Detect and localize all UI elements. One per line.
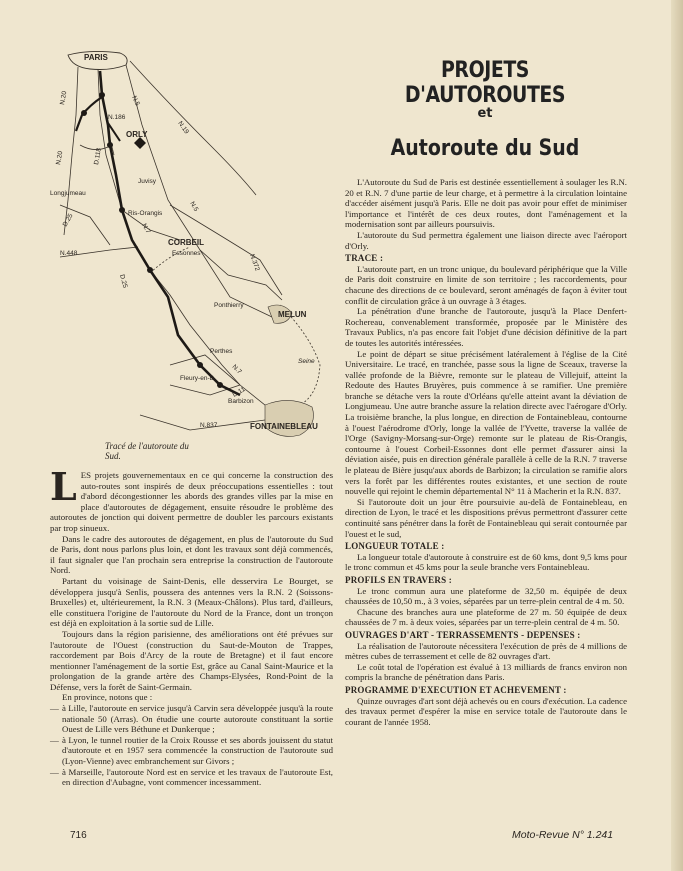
intro-text: ES projets gouvernementaux en ce qui concerne la construction des auto-routes sont inspirés de deux préoccupations essentielles : tout d'abord décongestionner les abords des grandes villes par la mise en place d'autoroutes de dégagement, ensuite résoudre le problème des autoroutes de jonction qui doivent permettre de doubler les parcours existants par trop sinueux. [50,470,333,533]
paragraph: Partant du voisinage de Saint-Denis, elle desservira Le Bourget, se développera jusqu'à Senlis, poussera des antennes vers la R.N. 2 (Soissons-Bruxelles) et, ultérieurement, la R.N. 3 (Meaux-Châlons). Plus tard, d'ailleurs, elle constituera l'origine de l'autoroute du Nord de la France, dont un tronçon est déjà en exploitation à la sortie sud de Lille. [50,575,333,629]
paragraph: Chacune des branches aura une plateforme de 27 m. 50 équipée de deux chaussées de 7 m. à deux voies, séparées par un terre-plein central de 4 m. 50. [345,606,627,628]
paragraph: Le tronc commun aura une plateforme de 32,50 m. équipée de deux chaussées de 10,50 m., à 3 voies, séparées par un terre-plein central de 4 m. 50. [345,585,627,607]
map-caption: Tracé de l'autoroute du Sud. [105,441,189,461]
section-heading-profils: PROFILS EN TRAVERS : [345,574,452,585]
map-label-n372: N.372 [248,253,261,272]
map-label-ris: Ris-Orangis [128,210,163,217]
intro-paragraph [50,464,333,534]
section-heading-longueur: LONGUEUR TOTALE : [345,541,445,552]
list-item: — à Lyon, le tunnel routier de la Croix Rousse et ses abords jouissent du statut d'autoroute et en 1957 sera commencée la construction de l'autoroute sud (Lyon-Vienne) avec embranchement sur Givors ; [50,735,333,767]
map-label-paris: PARIS [84,53,108,62]
map-label-d25: D.25 [61,212,75,228]
map-label-ponthierry: Ponthierry [214,302,244,309]
page-subtitle: Autoroute du Sud [390,136,580,161]
page-number: 716 [70,830,87,841]
map-label-fontainebleau: FONTAINEBLEAU [250,422,318,431]
section-heading-trace: TRACE : [345,253,384,264]
map-label-d25b: D.25 [118,273,129,289]
drop-cap: L [50,464,77,509]
paragraph: Le point de départ se situe précisément latéralement à l'église de la Cité Universitaire. Le tracé, en tranchée, passe sous la ligne de Sceaux, traverse la vallée profonde de la Bièvre, remonte sur le plateau de Villejuif, atteint la Redoute des Hautes Bruyères, puis commence à se ramifier. Une première branche se détache vers la route d'Orléans qu'elle atteint avant la déviation de Longjumeau. Une autre branche assure la relation directe avec l'aérogare d'Orly. La troisième branche, la plus longue, en direction de Fontainebleau, contourne à l'ouest l'aérodrome d'Orly, longe la vallée de l'Yvette, traverse la vallée de l'Orge (Savigny-Morsang-sur-Orge) remonte sur le plateau de Ris-Orangis, contourne à l'ouest Corbeil-Essonnes dont elle permet d'assurer ainsi la déviation aisée, puis en direction générale parallèle à celle de la R.N. 7 traverse le plateau de Bière jusqu'aux abords de Barbizon; la circulation se ramifie alors vers la forêt par les différentes routes existantes, et une section de route nouvelle qui rejoint le chemin départemental N° 11 à Macherin et la R.N. 837. [345,348,628,497]
paragraph: Si l'autoroute doit un jour être poursuivie au-delà de Fontainebleau, en direction de Lyon, le tracé et les dispositions prévus permettront d'assurer cette continuité sans pénétrer dans la forêt de Fontainebleau qui serait contournée par l'ouest et le sud, [345,496,627,539]
right-column [345,177,627,727]
paragraph: Dans le cadre des autoroutes de dégagement, en plus de l'autoroute du Sud de Paris, dont nous parlons plus loin, et dont les travaux sont déjà commencés, il faut signaler que l'an prochain sera entreprise la construction de l'autoroute Nord. [50,533,333,576]
paragraph: Quinze ouvrages d'art sont déjà achevés ou en cours d'exécution. La cadence des travaux permet d'espérer la mise en service totale de l'autoroute dans le courant de l'année 1958. [345,695,627,727]
map-label-n20b: N.20 [55,150,65,166]
page-title: PROJETS D'AUTOROUTES [404,58,566,108]
map-label-essonnes: Essonnes [172,250,201,257]
map-label-n5: N.5 [130,94,141,108]
map-label-d118: D.118 [93,147,103,166]
map-label-n837: N.837 [200,422,218,429]
map-label-n20a: N.20 [59,90,69,106]
map-label-juvisy: Juvisy [138,178,157,185]
map-label-longjumeau: Longjumeau [50,190,86,197]
map-label-perthes: Perthes [210,348,233,355]
list-item: — à Lille, l'autoroute en service jusqu'à Carvin sera développée jusqu'à la route nationale 50 (Arras). On étudie une courte autoroute constituant la sortie Ouest de Lille vers Béthune et Dunkerque ; [50,703,333,735]
title-conjunction: et [477,106,493,121]
route-map [50,35,340,465]
map-label-n5bis: N.5 [188,200,200,213]
paragraph: La longueur totale d'autoroute à construire est de 60 kms, dont 9,5 kms pour le tronc commun et 45 kms pour la seule branche vers Fontainebleau. [345,551,627,573]
paragraph: En province, notons que : [62,692,153,703]
map-label-n186: N.186 [108,114,126,121]
map-label-seine: Seine [298,358,315,365]
map-label-fleury: Fleury-en-B. [180,375,216,382]
map-label-corbeil: CORBEIL [168,238,204,247]
paragraph: La pénétration d'une branche de l'autoroute, jusqu'à la Place Denfert-Rochereau, convenablement transformée, proposée par le Ministère des Travaux Publics, n'a pas encore fait l'objet d'une décision définitive de la part de toutes les autorités intéressées. [345,306,627,348]
map-label-melun: MELUN [278,310,307,319]
map-label-n448: N.448 [60,250,78,257]
list-item: — à Marseille, l'autoroute Nord est en service et les travaux de l'autoroute Est, en direction d'Aubagne, vont commencer incessamment. [50,767,333,788]
section-heading-ouvrages: OUVRAGES D'ART - TERRASSEMENTS - DEPENSES : [345,629,581,640]
paragraph: L'Autoroute du Sud de Paris est destinée essentiellement à soulager les R.N. 20 et R.N. 7 d'une partie de leur charge, et à permettre à la circulation lointaine d'accéder aisément jusqu'à Paris. Elle ne doit pas avoir pour effet de minimiser l'importance et l'intérêt de ces deux routes, dont l'aménagement et la modernisation sont par ailleurs poursuivis. [345,177,627,230]
paragraph: L'autoroute du Sud permettra également une liaison directe avec l'aéroport d'Orly. [345,229,627,251]
paragraph: Le coût total de l'opération est évalué à 13 milliards de francs environ non compris la branche de pénétration dans Paris. [345,661,627,683]
paragraph: Toujours dans la région parisienne, des améliorations ont été prévues sur l'autoroute de l'Ouest (construction du Saut-de-Mouton de Trappes, raccordement par Bois d'Arcy de la route de Bretagne) et il faut encore mentionner l'aménagement de la sortie Est, grâce au Canal Saint-Maurice et la prolongation de la grande artère des Champs-Elysées, Rond-Point de la Défense, vers la forêt de Saint-Germain. [50,628,333,692]
left-column [50,464,333,788]
route-map-svg [50,35,340,465]
map-label-n7b: N.7 [230,363,243,376]
section-heading-programme: PROGRAMME D'EXECUTION ET ACHEVEMENT : [345,684,567,695]
map-label-orly: ORLY [126,130,148,139]
paragraph: La réalisation de l'autoroute nécessitera l'exécution de près de 4 millions de mètres cubes de terrassement et celle de 82 ouvrages d'art. [345,640,627,662]
page-edge [671,0,683,871]
map-label-d11: D.11 [231,386,247,399]
map-label-n7a: N.7 [140,222,152,235]
map-label-n19: N.19 [176,120,190,136]
map-label-barbizon: Barbizon [228,398,254,405]
magazine-issue: Moto-Revue N° 1.241 [512,829,614,841]
paragraph: L'autoroute part, en un tronc unique, du boulevard périphérique que la Ville de Paris doit construire en limite de son territoire ; les raccordements, pour chacune des directions de ce boulevard, seront aménagés de façon à éviter tout conflit de circulation grâce à un ouvrage à 3 étages. [345,263,627,306]
